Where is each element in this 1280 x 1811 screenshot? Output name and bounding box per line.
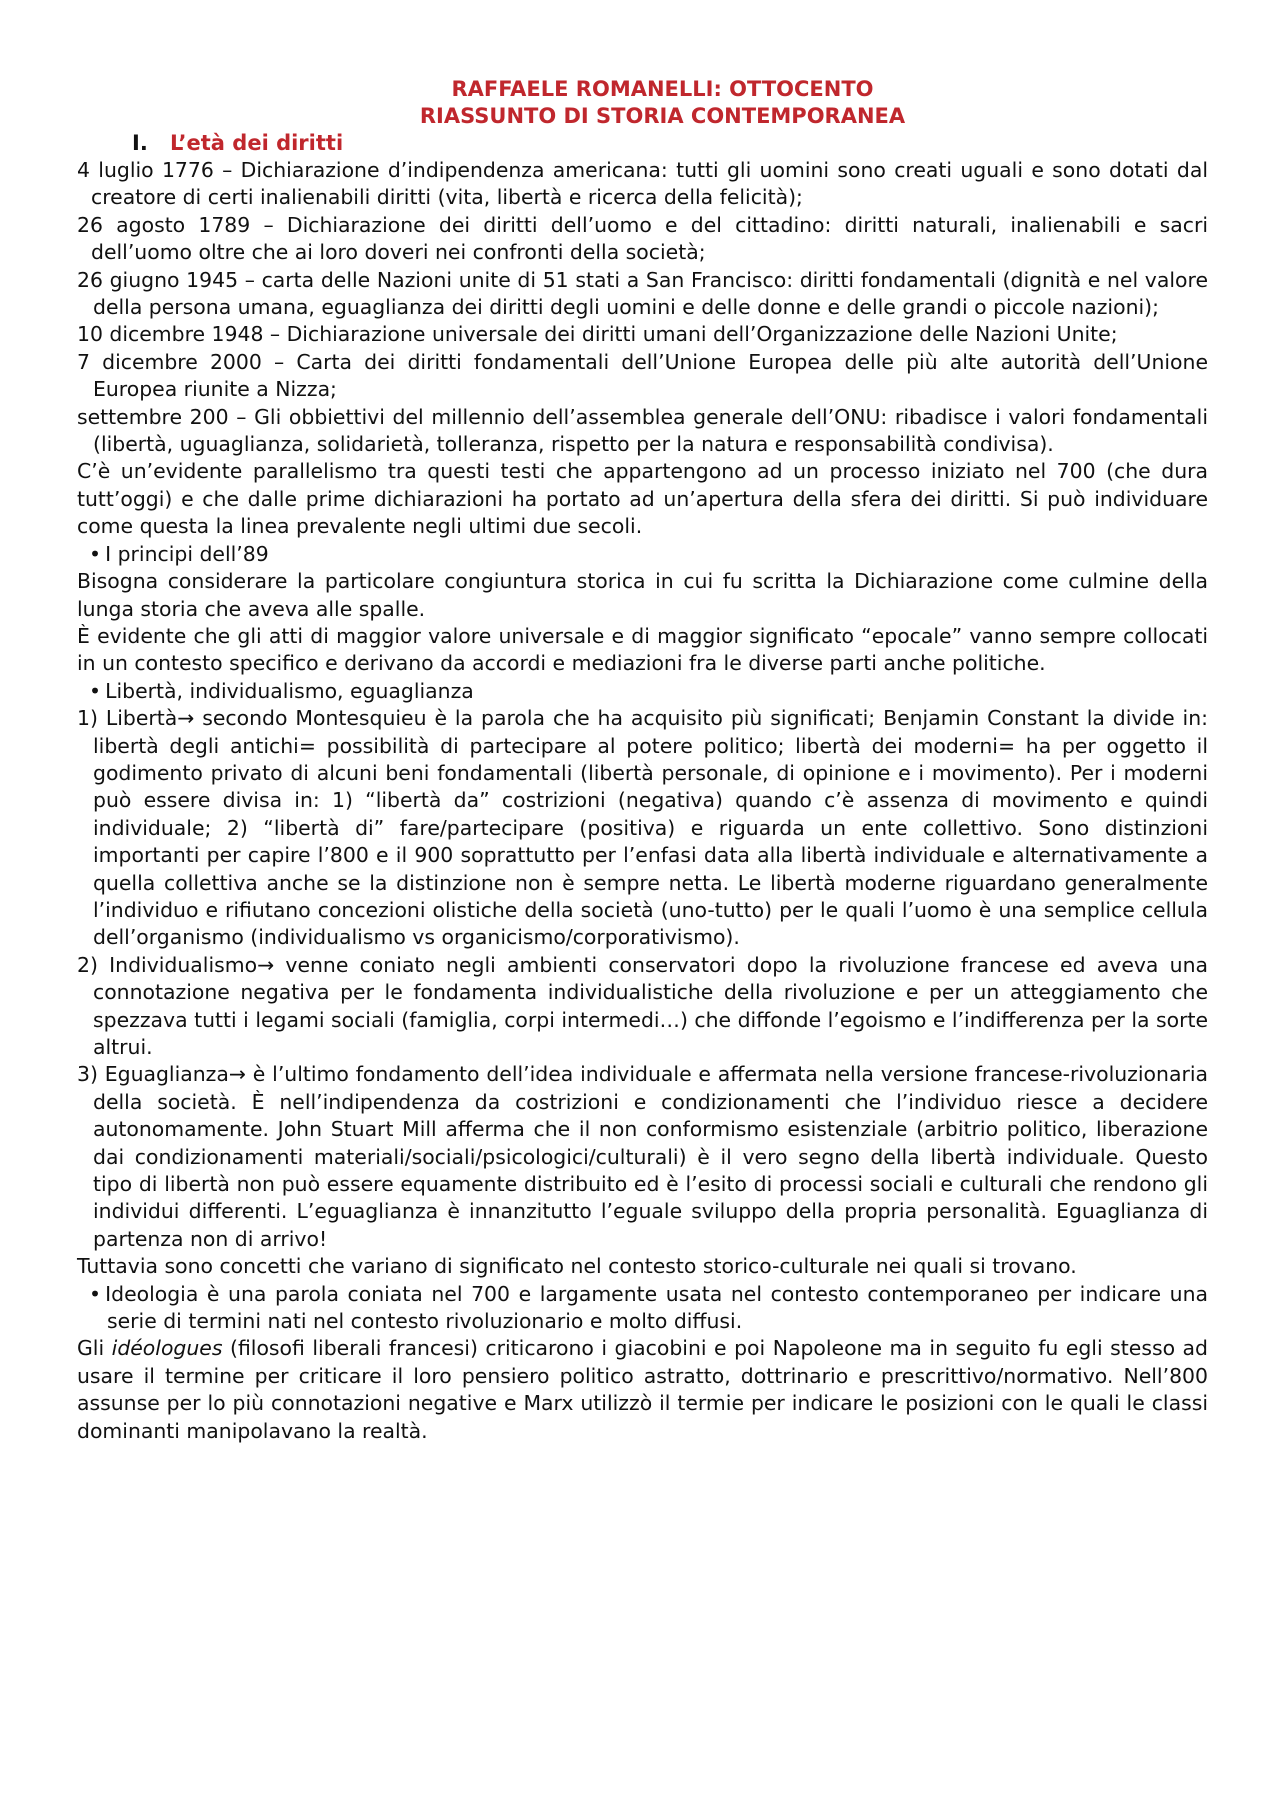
paragraph-evidente: È evidente che gli atti di maggior valore universale e di maggior significato “epocale” vanno sempre collocati in un contesto specifico e derivano da accordi e mediazioni fra le diverse parti anche politiche. [77,623,1208,676]
entry-1945: 26 giugno 1945 – carta delle Nazioni unite di 51 stati a San Francisco: diritti fondamentali (dignità e nel valore della persona umana, eguaglianza dei diritti degli uomini e delle donne e delle grandi o piccole nazioni); [77,267,1208,320]
title-line-1: RAFFAELE ROMANELLI: OTTOCENTO [451,77,874,101]
section-heading [77,130,1208,157]
numbered-item-individualismo: 2) Individualismo→ venne coniato negli ambienti conservatori dopo la rivoluzione francese ed aveva una connotazione negativa per le fondamenta individualistiche della rivoluzione e per un atteggiamento che spezzava tutti i legami sociali (famiglia, corpi intermedi…) che diffonde l’egoismo e l’indifferenza per la sorte altrui. [77,952,1208,1059]
entry-1948: 10 dicembre 1948 – Dichiarazione universale dei diritti umani dell’Organizzazione delle Nazioni Unite; [77,322,1118,347]
paragraph-ideologues [77,1335,1208,1445]
bullet-ideologia-text: Ideologia è una parola coniata nel 700 e largamente usata nel contesto contemporaneo per indicare una serie di termini nati nel contesto rivoluzionario e molto diffusi. [105,1281,1208,1334]
paragraph-congiuntura: Bisogna considerare la particolare congiuntura storica in cui fu scritta la Dichiarazione come culmine della lunga storia che aveva alle spalle. [77,569,1208,621]
numbered-item-eguaglianza: 3) Eguaglianza→ è l’ultimo fondamento dell’idea individuale e affermata nella versione francese-rivoluzionaria della società. È nell’indipendenza da costrizioni e condizionamenti che l’individuo riesce a decidere autonomamente. John Stuart Mill afferma che il non conformismo esistenziale (arbitrio politico, liberazione dai condizionamenti materiali/sociali/psicologici/culturali) è il vero segno della libertà individuale. Questo tipo di libertà non può essere equamente distribuito ed è l’esito di processi sociali e culturali che rendono gli individui differenti. L’eguaglianza è innanzitutto l’eguale sviluppo della propria personalità. Eguaglianza di partenza non di arrivo! [77,1062,1208,1251]
entry-2000: 7 dicembre 2000 – Carta dei diritti fondamentali dell’Unione Europea delle più alte autorità dell’Unione Europea riunite a Nizza; [77,349,1208,402]
bullet-liberta-text: Libertà, individualismo, eguaglianza [105,678,474,703]
entry-1776: 4 luglio 1776 – Dichiarazione d’indipendenza americana: tutti gli uomini sono creati uguali e sono dotati dal creatore di certi inalienabili diritti (vita, libertà e ricerca della felicità); [77,158,1208,210]
entry-1789: 26 agosto 1789 – Dichiarazione dei diritti dell’uomo e del cittadino: diritti naturali, inalienabili e sacri dell’uomo oltre che ai loro doveri nei confronti della società; [77,212,1208,265]
entry-200: settembre 200 – Gli obbiettivi del millennio dell’assemblea generale dell’ONU: ribadisce i valori fondamentali (libertà, uguaglianza, solidarietà, tolleranza, rispetto per la natura e responsabilità condivisa). [77,404,1208,457]
paragraph-tuttavia: Tuttavia sono concetti che variano di significato nel contesto storico-culturale nei quali si trovano. [77,1254,1077,1279]
ideologues-prefix: Gli [77,1336,112,1361]
bullet-liberta-individualismo: • Libertà, individualismo, eguaglianza [89,678,474,703]
section-number: I. [132,131,148,155]
ideologues-term: idéologues [111,1336,223,1361]
paragraph-parallelismo: C’è un’evidente parallelismo tra questi testi che appartengono ad un processo iniziato nel 700 (che dura tutt’oggi) e che dalle prime dichiarazioni ha portato ad un’apertura della sfera dei diritti. Si può individuare come questa la linea prevalente negli ultimi due secoli. [77,459,1208,539]
bullet-principi-89-text: I principi dell’89 [105,541,269,566]
bullet-principi-89: • I principi dell’89 [89,541,269,566]
section-title: L’età dei diritti [170,131,344,155]
ideologues-rest: (filosofi liberali francesi) criticarono i giacobini e poi Napoleone ma in seguito fu egli stesso ad usare il termine per criticare il loro pensiero politico astratto, dottrinario e prescrittivo/normativo. Nell’800 assunse per lo più connotazioni negative e Marx utilizzò il termie per indicare le posizioni con le quali le classi dominanti manipolavano la realtà. [77,1336,1208,1443]
numbered-item-liberta: 1) Libertà→ secondo Montesquieu è la parola che ha acquisito più significati; Benjamin Constant la divide in: libertà degli antichi= possibilità di partecipare al potere politico; libertà dei moderni= ha per oggetto il godimento privato di alcuni beni fondamentali (libertà personale, di opinione e i movimento). Per i moderni può essere divisa in: 1) “libertà da” costrizioni (negativa) quando c’è assenza di movimento e quindi individuale; 2) “libertà di” fare/partecipare (positiva) e riguarda un ente collettivo. Sono distinzioni importanti per capire l’800 e il 900 soprattutto per l’enfasi data alla libertà individuale e alternativamente a quella collettiva anche se la distinzione non è sempre netta. Le libertà moderne riguardano generalmente l’individuo e rifiutano concezioni olistiche della società (uno-tutto) per le quali l’uomo è una semplice cellula dell’organismo (individualismo vs organicismo/corporativismo). [77,706,1208,950]
document-title [77,76,1208,130]
title-line-2: RIASSUNTO DI STORIA CONTEMPORANEA [419,104,906,128]
bullet-ideologia: • Ideologia è una parola coniata nel 700 e largamente usata nel contesto contemporaneo per indicare una serie di termini nati nel contesto rivoluzionario e molto diffusi. [89,1281,1208,1334]
